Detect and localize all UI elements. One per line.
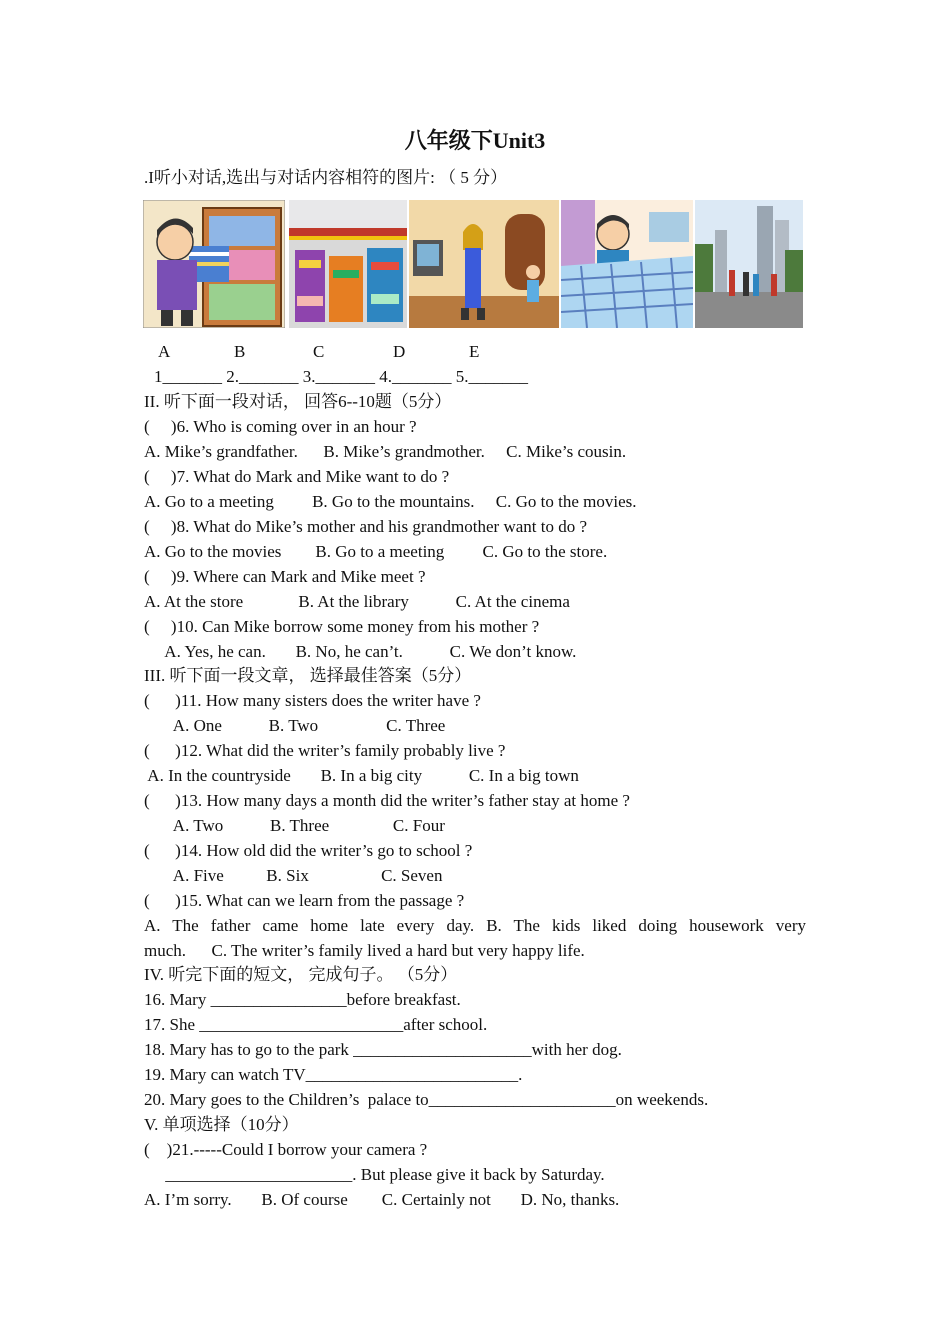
picture-e-street — [695, 200, 803, 328]
question-6: ( )6. Who is coming over in an hour ? — [144, 417, 417, 436]
letter-d: D — [393, 342, 406, 361]
sentence-19: 19. Mary can watch TV_________________________. — [144, 1065, 523, 1084]
picture-b-store — [289, 200, 407, 328]
question-9: ( )9. Where can Mark and Mike meet ? — [144, 567, 426, 586]
picture-row — [143, 200, 803, 328]
letter-e: E — [469, 342, 480, 361]
options-12: A. In the countryside B. In a big city C. In a big town — [144, 766, 579, 785]
answer-blanks-1-5: 1_______ 2._______ 3._______ 4._______ 5._______ — [154, 367, 528, 386]
options-6: A. Mike’s grandfather. B. Mike’s grandmother. C. Mike’s cousin. — [144, 442, 627, 461]
picture-a-clothes — [143, 200, 285, 328]
options-15-line-2: much. C. The writer’s family lived a hard but very happy life. — [144, 941, 585, 960]
options-21: A. I’m sorry. B. Of course C. Certainly not D. No, thanks. — [144, 1190, 620, 1209]
options-11: A. One B. Two C. Three — [144, 716, 446, 735]
options-13: A. Two B. Three C. Four — [144, 816, 445, 835]
letter-b: B — [234, 342, 246, 361]
picture-c-home — [409, 200, 559, 328]
question-11: ( )11. How many sisters does the writer have ? — [144, 691, 481, 710]
section-2-heading: II. 听下面一段对话， 回答6--10题（5分） — [144, 392, 452, 411]
section-5-heading: V. 单项选择（10分） — [144, 1115, 299, 1134]
question-8: ( )8. What do Mike’s mother and his grandmother want to do ? — [144, 517, 588, 536]
section-1-heading: .I听小对话,选出与对话内容相符的图片: （ 5 分） — [144, 168, 508, 187]
options-10: A. Yes, he can. B. No, he can’t. C. We don’t know. — [144, 642, 577, 661]
picture-d-bed — [561, 200, 693, 328]
sentence-20: 20. Mary goes to the Children’s palace to______________________on weekends. — [144, 1090, 709, 1109]
sentence-16: 16. Mary ________________before breakfast. — [144, 990, 461, 1009]
page-title: 八年级下Unit3 — [404, 128, 546, 153]
options-9: A. At the store B. At the library C. At the cinema — [144, 592, 570, 611]
question-10: ( )10. Can Mike borrow some money from his mother ? — [144, 617, 540, 636]
question-15: ( )15. What can we learn from the passage ? — [144, 891, 465, 910]
question-12: ( )12. What did the writer’s family probably live ? — [144, 741, 506, 760]
sentence-17: 17. She ________________________after school. — [144, 1015, 488, 1034]
question-21-blank: ______________________. But please give it back by Saturday. — [144, 1165, 605, 1184]
options-15-line-1: A. The father came home late every day. B. The kids liked doing housework very — [144, 916, 806, 935]
question-14: ( )14. How old did the writer’s go to school ? — [144, 841, 473, 860]
sentence-18: 18. Mary has to go to the park _____________________with her dog. — [144, 1040, 622, 1059]
question-7: ( )7. What do Mark and Mike want to do ? — [144, 467, 450, 486]
letter-c: C — [313, 342, 325, 361]
options-7: A. Go to a meeting B. Go to the mountains. C. Go to the movies. — [144, 492, 637, 511]
options-14: A. Five B. Six C. Seven — [144, 866, 443, 885]
section-4-heading: IV. 听完下面的短文， 完成句子。 （5分） — [144, 965, 458, 984]
options-8: A. Go to the movies B. Go to a meeting C. Go to the store. — [144, 542, 608, 561]
section-3-heading: III. 听下面一段文章， 选择最佳答案（5分） — [144, 666, 472, 685]
question-13: ( )13. How many days a month did the writer’s father stay at home ? — [144, 791, 630, 810]
letter-a: A — [158, 342, 171, 361]
question-21: ( )21.-----Could I borrow your camera ? — [144, 1140, 428, 1159]
